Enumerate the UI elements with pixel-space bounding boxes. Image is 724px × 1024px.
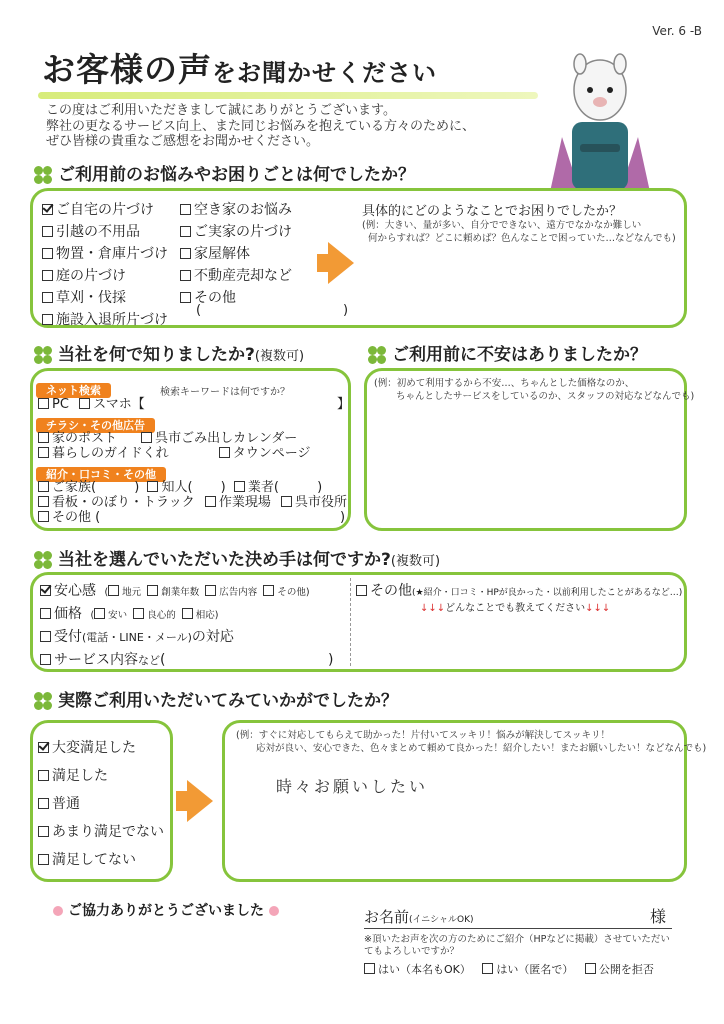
- checkbox[interactable]: [40, 631, 51, 642]
- q1-opt-hikkoshi[interactable]: 引越の不用品: [42, 221, 168, 243]
- q1-arrow-icon: [328, 242, 354, 284]
- q4-service-paren-close: ): [328, 652, 334, 668]
- checkbox[interactable]: [38, 826, 49, 837]
- checkbox[interactable]: [38, 770, 49, 781]
- consent-options: [364, 960, 654, 980]
- consent-opt-realname[interactable]: はい（本名もOK）: [364, 963, 471, 976]
- paren-close: ): [220, 480, 226, 495]
- title-part-2: 声: [178, 50, 212, 89]
- title-underline: [38, 92, 538, 99]
- q1-heading: [34, 160, 415, 185]
- q5-example-2: 応対が良い、安心できた、色々まとめて頼めて良かった！紹介したい！またお願いしたい！などなんでも): [256, 743, 707, 754]
- q5-opt-very-satisfied[interactable]: 大変満足した: [38, 734, 164, 762]
- q4-heading-text: 当社を選んでいただいた決め手は何ですか?: [58, 550, 391, 570]
- referral-tag: 紹介・口コミ・その他: [36, 467, 166, 482]
- q1-heading-text: ご利用前のお悩みやお困りごとは何でしたか？: [58, 165, 415, 185]
- q1-opt-kusakari[interactable]: 草刈・伐採: [42, 287, 168, 309]
- checkbox[interactable]: [40, 585, 51, 596]
- q1-detail: [362, 200, 676, 245]
- intro-line-1: この度はご利用いただきまして誠にありがとうございます。: [46, 103, 396, 118]
- checkbox[interactable]: [219, 447, 230, 458]
- q5-handwritten-comment[interactable]: 時々お願いしたい: [276, 777, 429, 796]
- flower-icon: [53, 906, 63, 916]
- flower-icon: [269, 906, 279, 916]
- thanks-line: [48, 900, 284, 920]
- q2-opt-cityhall[interactable]: 呉市役所: [281, 495, 347, 510]
- checkbox[interactable]: [182, 608, 193, 619]
- q5-opt-normal[interactable]: 普通: [38, 790, 164, 818]
- q5-example-1: (例：すぐに対応してもらえて助かった！片付いてスッキリ！悩みが解決してスッキリ！: [236, 730, 611, 741]
- down-arrows-icon: ↓↓↓: [585, 603, 611, 614]
- checkbox[interactable]: [42, 204, 53, 215]
- q1-detail-example-2: 何からすれば？どこに頼めば？色んなことで困っていた…などなんでも): [368, 233, 676, 244]
- checkbox[interactable]: [234, 481, 245, 492]
- checkbox[interactable]: [147, 481, 158, 492]
- checkbox[interactable]: [38, 854, 49, 865]
- checkbox[interactable]: [281, 496, 292, 507]
- q3-example-2: ちゃんとしたサービスをしているのか、スタッフの対応などなんでも): [396, 391, 695, 402]
- checkbox[interactable]: [42, 314, 53, 325]
- q2-opt-vendor[interactable]: 業者(: [234, 480, 279, 495]
- consent-opt-anonymous[interactable]: はい（匿名で）: [482, 963, 573, 976]
- q1-col2: [180, 199, 292, 309]
- q2-bracket-close: 】: [337, 397, 351, 412]
- clover-icon: [34, 346, 52, 364]
- version-label: Ver. 6 -B: [652, 24, 702, 38]
- checkbox[interactable]: [38, 432, 49, 443]
- name-label: お名前(イニシャルOK): [364, 908, 474, 926]
- checkbox[interactable]: [356, 585, 367, 596]
- q2-opt-guide[interactable]: 暮らしのガイドくれ: [38, 446, 169, 461]
- checkbox[interactable]: [180, 270, 191, 281]
- checkbox[interactable]: [42, 292, 53, 303]
- q2-keyword-prompt: 検索キーワードは何ですか？: [160, 387, 290, 398]
- q4-heading-note: (複数可): [390, 554, 441, 569]
- down-arrows-icon: ↓↓↓: [420, 603, 446, 614]
- checkbox[interactable]: [38, 798, 49, 809]
- checkbox[interactable]: [40, 608, 51, 619]
- q2-opt-calendar[interactable]: 呉市ごみ出しカレンダー: [141, 431, 297, 446]
- q5-opt-not-satisfied[interactable]: 満足してない: [38, 846, 164, 874]
- checkbox[interactable]: [180, 226, 191, 237]
- clover-icon: [34, 692, 52, 710]
- q2-other-paren-close: ): [340, 510, 346, 525]
- q1-other-paren-open: (: [196, 303, 202, 318]
- q1-col1: [42, 199, 168, 331]
- checkbox[interactable]: [108, 585, 119, 596]
- q1-opt-jitaku[interactable]: ご自宅の片づけ: [42, 199, 168, 221]
- checkbox[interactable]: [263, 585, 274, 596]
- q3-heading: [368, 340, 647, 365]
- checkbox[interactable]: [42, 270, 53, 281]
- checkbox[interactable]: [205, 585, 216, 596]
- checkbox[interactable]: [42, 226, 53, 237]
- checkbox[interactable]: [180, 204, 191, 215]
- q4-other-prompt: ↓↓↓どんなことでも教えてください↓↓↓: [420, 603, 611, 614]
- checkbox[interactable]: [79, 398, 90, 409]
- clover-icon: [34, 166, 52, 184]
- checkbox[interactable]: [38, 742, 49, 753]
- q5-arrow-icon: [187, 780, 213, 822]
- checkbox[interactable]: [364, 963, 375, 974]
- checkbox[interactable]: [40, 654, 51, 665]
- q4-anshin-subs: ( 地元 創業年数 広告内容 その他): [104, 587, 310, 598]
- q1-opt-niwa[interactable]: 庭の片づけ: [42, 265, 168, 287]
- checkbox[interactable]: [180, 292, 191, 303]
- checkbox[interactable]: [94, 608, 105, 619]
- q2-opt-worksite[interactable]: 作業現場: [205, 495, 271, 510]
- q1-opt-kaitai[interactable]: 家屋解体: [180, 243, 292, 265]
- checkbox[interactable]: [38, 511, 49, 522]
- q2-net-opts: [38, 395, 145, 415]
- title-part-3: をお聞かせください: [212, 59, 437, 87]
- q1-opt-jikka[interactable]: ご実家の片づけ: [180, 221, 292, 243]
- q2-opt-family[interactable]: ご家族(: [38, 480, 96, 495]
- alpaca-mascot: [540, 52, 660, 197]
- net-search-tag: ネット検索: [36, 383, 111, 398]
- q1-opt-other[interactable]: その他: [180, 287, 292, 309]
- q1-detail-example-1: (例：大きい、量が多い、自分でできない、遠方でなかなか難しい: [362, 220, 642, 231]
- q5-heading-text: 実際ご利用いただいてみていかがでしたか？: [58, 691, 398, 711]
- checkbox[interactable]: [585, 963, 596, 974]
- q4-opt-other[interactable]: その他(★紹介・口コミ・HPが良かった・以前利用したことがあるなど…): [356, 580, 682, 604]
- q1-opt-fudosan[interactable]: 不動産売却など: [180, 265, 292, 287]
- q2-heading: [34, 340, 304, 365]
- checkbox[interactable]: [38, 447, 49, 458]
- q2-opt-other[interactable]: その他 (: [38, 508, 100, 528]
- q4-opt-anshin[interactable]: 安心感 ( 地元 創業年数 広告内容 その他): [40, 580, 310, 604]
- clover-icon: [368, 346, 386, 364]
- q2-opt-townpage[interactable]: タウンページ: [219, 446, 311, 461]
- checkbox[interactable]: [205, 496, 216, 507]
- q3-example-1: (例：初めて利用するから不安…、ちゃんとした価格なのか、: [374, 378, 635, 389]
- q2-opt-post[interactable]: 家のポスト: [38, 431, 117, 446]
- consent-line-1: ※頂いたお声を次の方のためにご紹介（HPなどに掲載）させていただい: [364, 934, 670, 945]
- q1-detail-title: 具体的にどのようなことでお困りでしたか？: [362, 204, 623, 219]
- q2-opt-smartphone[interactable]: スマホ【: [79, 397, 145, 412]
- q2-heading-text: 当社を何で知りましたか?: [58, 345, 255, 365]
- q4-kakaku-subs: ( 安い 良心的 相応): [90, 610, 219, 621]
- checkbox[interactable]: [38, 496, 49, 507]
- consent-opt-refuse[interactable]: 公開を拒否: [585, 963, 654, 976]
- q1-other-paren-close: ): [343, 303, 349, 318]
- q2-opt-signboard[interactable]: 看板・のぼり・トラック: [38, 495, 195, 510]
- q3-heading-text: ご利用前に不安はありましたか？: [392, 345, 647, 365]
- clover-icon: [34, 551, 52, 569]
- paren-close: ): [317, 480, 323, 495]
- intro-line-3: ぜひ皆様の貴重なご感想をお聞かせください。: [46, 134, 320, 149]
- checkbox[interactable]: [141, 432, 152, 443]
- q5-opt-satisfied[interactable]: 満足した: [38, 762, 164, 790]
- checkbox[interactable]: [482, 963, 493, 974]
- q4-heading: [34, 545, 440, 570]
- flyer-tag: チラシ・その他広告: [36, 418, 155, 433]
- q4-opt-uketsuke[interactable]: 受付(電話・LINE・メール)の対応: [40, 626, 234, 649]
- paren-close: ): [134, 480, 140, 495]
- q1-opt-akiya[interactable]: 空き家のお悩み: [180, 199, 292, 221]
- consent-line-2: てもよろしいですか？: [364, 946, 460, 957]
- q1-opt-monooki[interactable]: 物置・倉庫片づけ: [42, 243, 168, 265]
- q4-divider: [350, 578, 351, 666]
- checkbox[interactable]: [180, 248, 191, 259]
- q2-flyer-row2: [38, 444, 311, 464]
- q5-opts: [38, 734, 164, 874]
- q2-heading-note: (複数可): [254, 349, 305, 364]
- name-suffix: 様: [650, 907, 667, 926]
- title-part-1: お客様の: [42, 50, 178, 89]
- checkbox[interactable]: [38, 481, 49, 492]
- checkbox[interactable]: [38, 398, 49, 409]
- thanks-text: ご協力ありがとうございました: [68, 903, 264, 919]
- q2-opt-pc[interactable]: PC: [38, 397, 69, 412]
- checkbox[interactable]: [133, 608, 144, 619]
- page-title: [42, 44, 437, 91]
- intro-text: [46, 103, 475, 150]
- q2-opt-friend[interactable]: 知人(: [147, 480, 192, 495]
- q4-opt-service[interactable]: サービス内容など(: [40, 649, 165, 672]
- checkbox[interactable]: [147, 585, 158, 596]
- intro-line-2: 弊社の更なるサービス向上、また同じお悩みを抱えている方々のために、: [46, 118, 476, 134]
- q5-heading: [34, 686, 398, 711]
- name-field-line[interactable]: [364, 928, 672, 929]
- q5-opt-not-very[interactable]: あまり満足でない: [38, 818, 164, 846]
- q1-opt-shisetsu[interactable]: 施設入退所片づけ: [42, 309, 168, 331]
- checkbox[interactable]: [42, 248, 53, 259]
- q4-opt-kakaku[interactable]: 価格 ( 安い 良心的 相応): [40, 603, 219, 627]
